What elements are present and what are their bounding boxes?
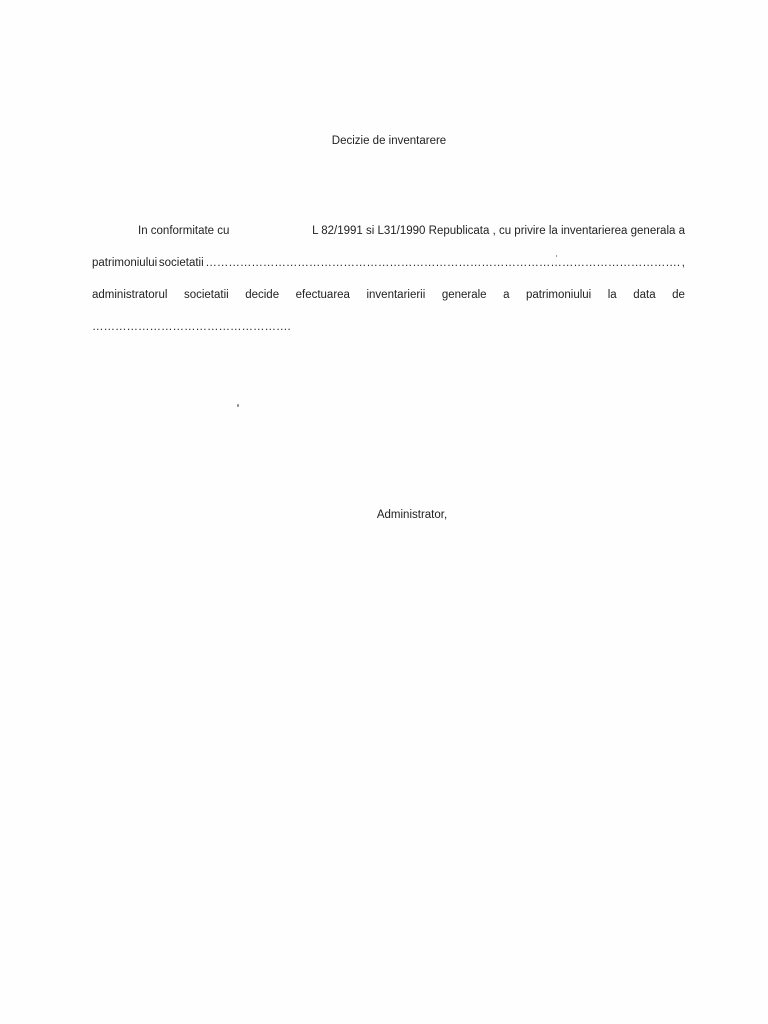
line3-word: la — [607, 289, 617, 301]
scan-speck — [237, 404, 239, 407]
line3-word: administratorul — [92, 289, 168, 301]
line2-word-societatii: societatii — [158, 257, 204, 269]
line1-lead: In conformitate cu — [138, 225, 230, 237]
line2-comma: , — [681, 257, 685, 269]
paragraph-line-4 — [92, 321, 685, 333]
line3-word: generale — [441, 289, 487, 301]
company-name-blank: ……………………………………………………………………………………………………………. — [205, 257, 681, 269]
paragraph-line-1 — [92, 225, 685, 237]
line3-word: patrimoniului — [526, 289, 592, 301]
line3-word: de — [672, 289, 685, 301]
line2-word-patrimoniului: patrimoniului — [92, 257, 158, 269]
line3-word: decide — [245, 289, 280, 301]
line3-word: data — [633, 289, 656, 301]
document-title: Decizie de inventarere — [331, 135, 447, 147]
paragraph-line-2 — [92, 257, 685, 269]
line3-word: societatii — [183, 289, 229, 301]
paragraph-line-3 — [92, 289, 685, 301]
date-blank: ……………………………………………. — [92, 321, 291, 333]
line3-word: efectuarea — [295, 289, 350, 301]
signature-label: Administrator, — [376, 509, 448, 521]
line3-word: a — [503, 289, 510, 301]
line1-rest: L 82/1991 si L31/1990 Republicata , cu privire la inventarierea generala a — [312, 225, 685, 237]
scan-speck — [556, 255, 557, 257]
line3-word: inventarierii — [366, 289, 426, 301]
